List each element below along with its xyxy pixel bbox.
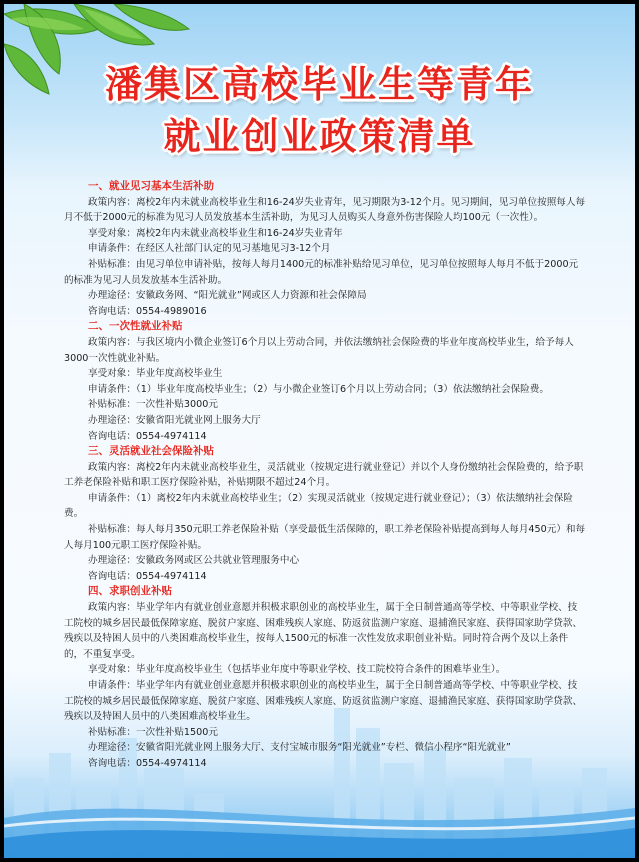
section-heading: 三、灵活就业社会保险补贴 [88, 445, 214, 458]
policy-line: 政策内容：离校2年内未就业高校毕业生，灵活就业（按规定进行就业登记）并以个人身份缴纳社会保险费的，给予职工养老保险补贴和职工医疗保险补贴，补贴期限不超过24个月。 [64, 461, 584, 489]
policy-line: 办理途径：安徽政务网或区公共就业管理服务中心 [88, 555, 300, 567]
policy-line: 政策内容：毕业学年内有就业创业意愿并积极求职创业的高校毕业生，属于全日制普通高等学校、中等职业学校、技工院校的城乡居民最低保障家庭、脱贫户家庭、困难残疾人家庭、防返贫监测户家庭、退捕渔民家庭、获得国家助学贷款、残疾以及特困人员中的八类困难高校毕业生，按每人1500元的标准一次性发放求职创业补贴。同时符合两个及以上条件的，不重复享受。 [64, 602, 583, 660]
policy-line: 申请条件：（1）离校2年内未就业高校毕业生；（2）实现灵活就业（按规定进行就业登记）；（3）依法缴纳社会保险费。 [64, 492, 573, 520]
policy-line: 咨询电话：0554-4974114 [88, 757, 207, 769]
policy-line: 补贴标准：由见习单位申请补贴，按每人每月1400元的标准补贴给见习单位，见习单位按照每人每月不低于2000元的标准为见习人员发放基本生活补助。 [64, 258, 579, 286]
policy-line: 补贴标准：每人每月350元职工养老保险补贴（享受最低生活保障的，职工养老保险补贴提高到每人每月450元）和每人每月100元职工医疗保险补贴。 [64, 524, 586, 551]
policy-line: 咨询电话：0554-4974114 [88, 570, 207, 582]
policy-line: 申请条件：（1）毕业年度高校毕业生；（2）与小微企业签订6个月以上劳动合同；（3）依法缴纳社会保险费。 [88, 383, 549, 395]
policy-line: 政策内容：离校2年内未就业高校毕业生和16-24岁失业青年，见习期限为3-12个月。见习期间，见习单位按照每人每月不低于2000元的标准为见习人员发放基本生活补助，为见习人员购买人身意外伤害保险人均100元（一次性）。 [64, 196, 586, 224]
policy-line: 办理途径：安徽省阳光就业网上服务大厅、支付宝城市服务“阳光就业”专栏、微信小程序“阳光就业” [88, 742, 511, 754]
section-heading: 二、一次性就业补贴 [88, 320, 183, 333]
policy-line: 享受对象：毕业年度高校毕业生（包括毕业年度中等职业学校、技工院校符合条件的困难毕业生）。 [88, 664, 506, 676]
poster-title-line2: 就业创业政策清单 [163, 114, 476, 158]
policy-line: 咨询电话：0554-4974114 [88, 430, 207, 442]
policy-poster [4, 4, 635, 858]
policy-line: 申请条件：在经区人社部门认定的见习基地见习3-12个月 [88, 243, 331, 255]
policy-line: 申请条件：毕业学年内有就业创业意愿并积极求职创业的高校毕业生，属于全日制普通高等学校、中等职业学校、技工院校的城乡居民最低保障家庭、脱贫户家庭、困难残疾人家庭、防返贫监测户家庭、退捕渔民家庭、获得国家助学贷款、残疾以及特困人员中的八类困难高校毕业生。 [64, 680, 583, 723]
policy-line: 享受对象：毕业年度高校毕业生 [88, 368, 223, 380]
policy-line: 咨询电话：0554-4989016 [88, 305, 207, 317]
section-heading: 四、求职创业补贴 [88, 585, 172, 598]
policy-content [64, 179, 586, 772]
policy-line: 享受对象：离校2年内未就业高校毕业生和16-24岁失业青年 [88, 227, 343, 239]
policy-line: 补贴标准：一次性补贴1500元 [88, 726, 218, 738]
policy-line: 办理途径：安徽政务网、“阳光就业”网或区人力资源和社会保障局 [88, 290, 367, 302]
policy-line: 政策内容：与我区境内小微企业签订6个月以上劳动合同，并依法缴纳社会保险费的毕业年度高校毕业生，给予每人3000一次性就业补贴。 [64, 336, 574, 364]
poster-title-line1: 潘集区高校毕业生等青年 [105, 62, 534, 106]
section-heading: 一、就业见习基本生活补助 [88, 180, 214, 192]
policy-line: 办理途径：安徽省阳光就业网上服务大厅 [88, 414, 261, 426]
policy-line: 补贴标准：一次性补贴3000元 [88, 399, 218, 411]
